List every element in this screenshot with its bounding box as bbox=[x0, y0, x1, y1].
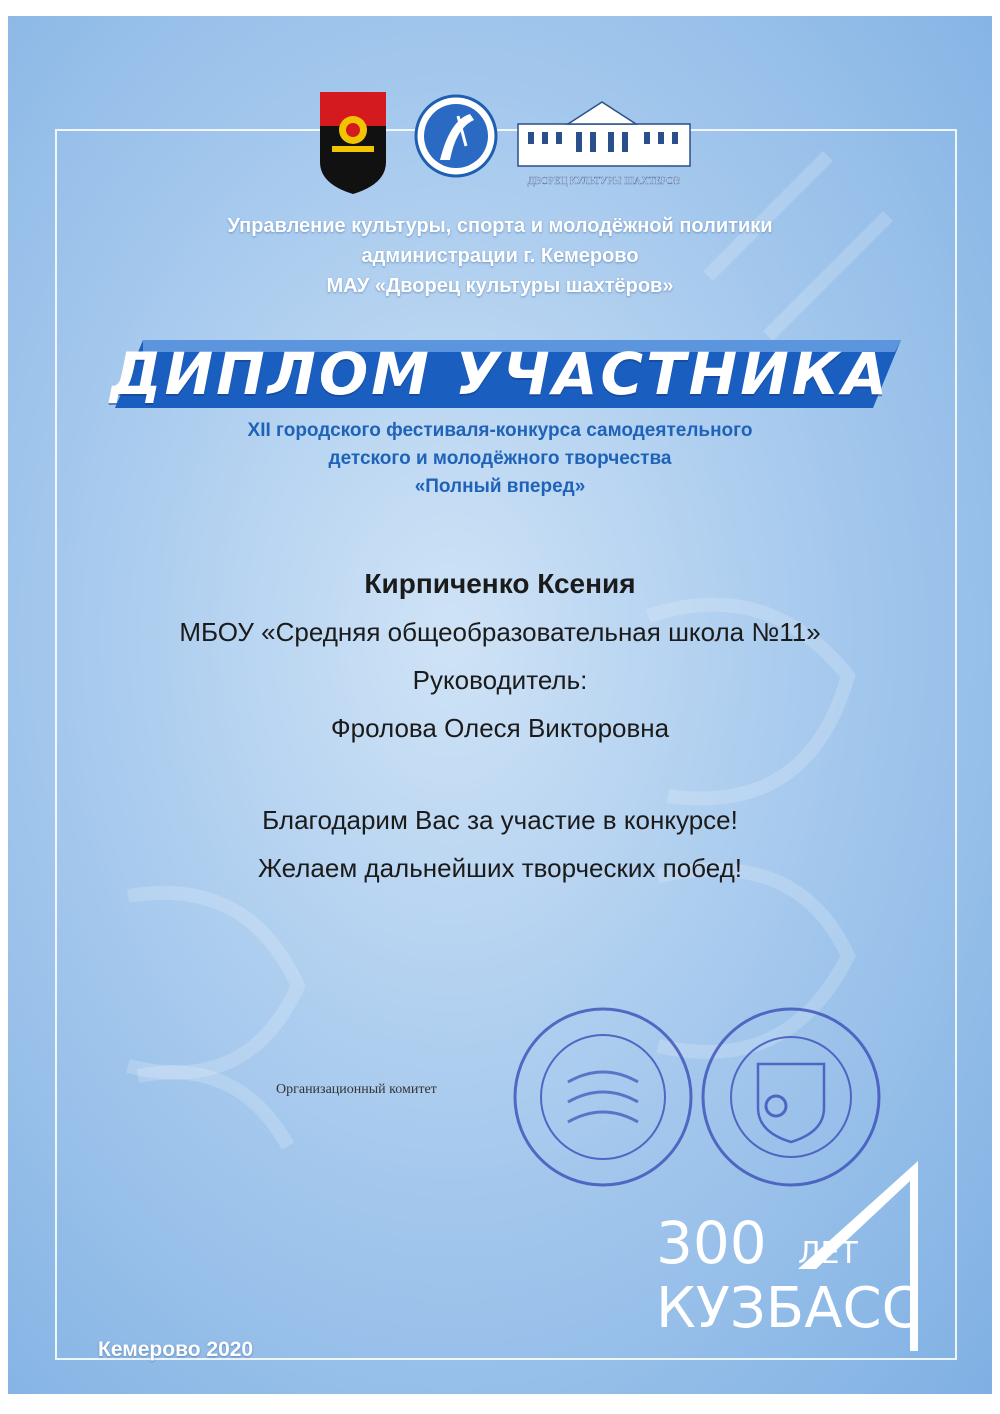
anniversary-years: ЛЕТ bbox=[798, 1236, 858, 1271]
school-name: МБОУ «Средняя общеобразовательная школа №11» bbox=[179, 617, 821, 647]
thanks-line-2: Желаем дальнейших творческих побед! bbox=[257, 853, 743, 883]
diploma-title: ДИПЛОМ УЧАСТНИКА bbox=[109, 340, 891, 408]
palace-of-culture-icon bbox=[518, 102, 690, 166]
footer-city-year: Кемерово 2020 bbox=[98, 1338, 254, 1361]
leader-label: Руководитель: bbox=[412, 665, 588, 695]
kuzbass-300-logo bbox=[648, 1151, 948, 1351]
festival-line-3: «Полный вперед» bbox=[414, 476, 586, 497]
thanks-line-1: Благодарим Вас за участие в конкурсе! bbox=[262, 805, 738, 835]
palace-caption: ДВОРЕЦ КУЛЬТУРЫ ШАХТЕРОВ bbox=[527, 176, 681, 187]
committee-label: Организационный комитет bbox=[276, 1082, 437, 1097]
recipient-name: Кирпиченко Ксения bbox=[364, 568, 636, 599]
org-line-3: МАУ «Дворец культуры шахтёров» bbox=[326, 275, 674, 297]
festival-line-2: детского и молодёжного творчества bbox=[328, 448, 672, 469]
kemerovo-coat-of-arms-icon bbox=[320, 92, 386, 194]
anniversary-region: КУЗБАСС bbox=[656, 1276, 921, 1341]
diploma-sheet bbox=[8, 16, 992, 1394]
org-line-2: администрации г. Кемерово bbox=[361, 245, 639, 267]
leader-name: Фролова Олеся Викторовна bbox=[330, 713, 670, 743]
festival-line-1: XII городского фестиваля-конкурса самодеятельного bbox=[247, 420, 753, 441]
org-line-1: Управление культуры, спорта и молодёжной политики bbox=[227, 215, 773, 237]
music-emblem-icon bbox=[416, 96, 496, 176]
anniversary-number: 300 bbox=[656, 1209, 767, 1277]
logos-row bbox=[318, 86, 698, 196]
